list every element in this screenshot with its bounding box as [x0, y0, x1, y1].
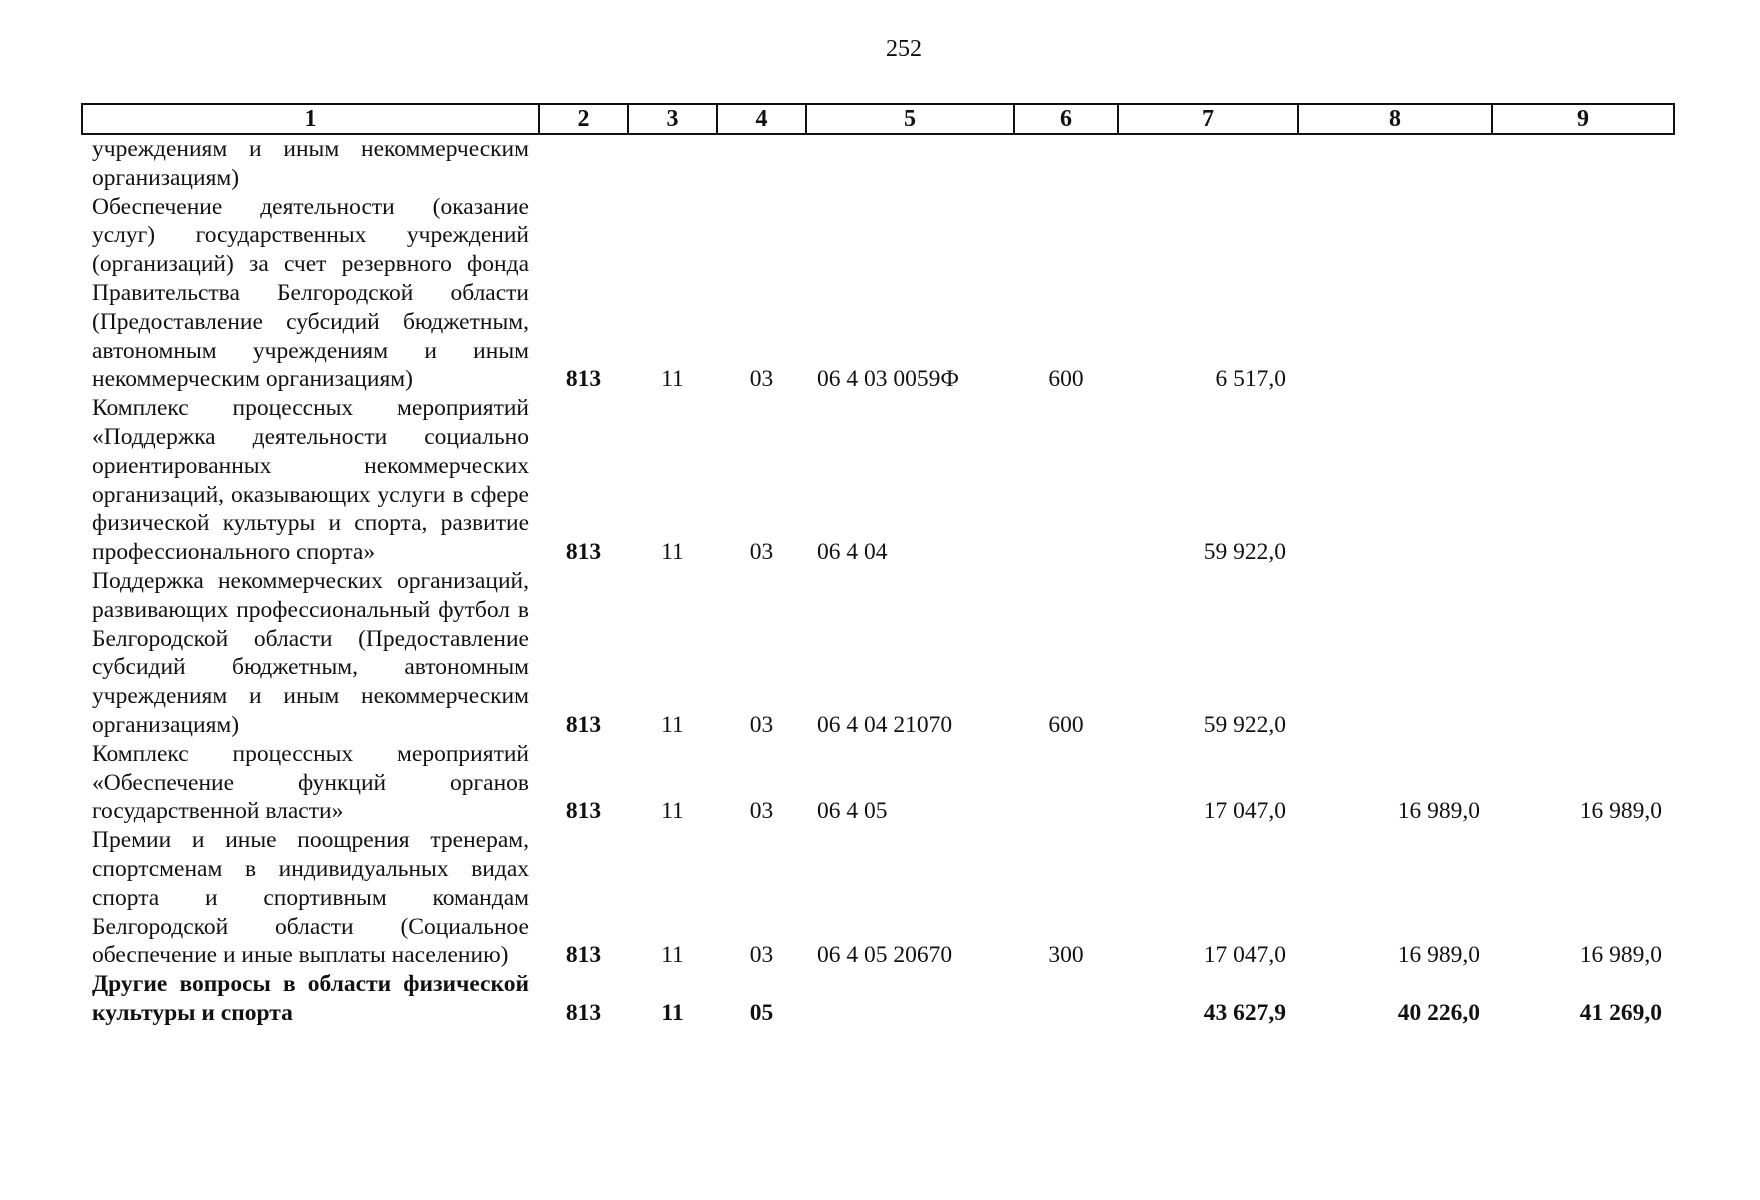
cell-col3: 11 — [661, 798, 684, 825]
cell-col9 — [1492, 134, 1674, 193]
budget-table — [81, 103, 1675, 1028]
column-header: 3 — [628, 104, 717, 134]
cell-col9 — [1492, 193, 1674, 395]
cell-col8 — [1298, 193, 1492, 395]
cell-col8 — [1298, 394, 1492, 567]
cell-col2 — [539, 134, 628, 193]
row-description: Комплекс процессных мероприятий «Поддержка деятельности социально ориентированных некоммерческих организаций, оказывающих услуги в сфере физической культуры и спорта, развитие профессионального спорта» — [92, 395, 529, 566]
column-header: 5 — [806, 104, 1014, 134]
table-row-section-total — [82, 970, 1674, 1028]
cell-col6 — [1014, 970, 1118, 1028]
cell-col3: 11 — [661, 539, 684, 566]
cell-col9 — [1492, 394, 1674, 567]
cell-col6 — [1014, 134, 1118, 193]
column-header: 9 — [1492, 104, 1674, 134]
page-number: 252 — [886, 36, 922, 62]
row-description: Поддержка некоммерческих организаций, развивающих профессиональный футбол в Белгородской области (Предоставление субсидий бюджетным, автономным учреждениям и иным некоммерческим организациям) — [92, 567, 529, 738]
cell-col6: 600 — [1048, 366, 1084, 393]
table-row — [82, 134, 1674, 193]
cell-col8: 16 989,0 — [1397, 942, 1480, 969]
table-row — [82, 740, 1674, 826]
cell-col4: 03 — [749, 711, 774, 738]
cell-col9: 41 269,0 — [1579, 999, 1662, 1026]
cell-col5: 06 4 05 — [817, 798, 888, 825]
table-row — [82, 193, 1674, 395]
column-header: 7 — [1118, 104, 1298, 134]
cell-col2: 813 — [565, 942, 602, 969]
cell-col3 — [628, 134, 717, 193]
row-description: Обеспечение деятельности (оказание услуг) государственных учреждений (организаций) за счет резервного фонда Правительства Белгородской области (Предоставление субсидий бюджетным, автономным учреждениям и иным некоммерческим организациям) — [92, 193, 529, 393]
cell-col5: 06 4 03 0059Ф — [817, 366, 959, 393]
row-description: Другие вопросы в области физической культуры и спорта — [92, 971, 529, 1026]
cell-col4: 03 — [749, 942, 774, 969]
cell-col2: 813 — [565, 539, 602, 566]
table-row — [82, 567, 1674, 740]
cell-col6 — [1014, 394, 1118, 567]
cell-col8 — [1298, 134, 1492, 193]
cell-col5: 06 4 04 21070 — [817, 711, 953, 738]
column-header: 1 — [82, 104, 539, 134]
cell-col9: 16 989,0 — [1579, 942, 1662, 969]
column-header: 4 — [717, 104, 806, 134]
row-description: Премии и иные поощрения тренерам, спортсменам в индивидуальных видах спорта и спортивным командам Белгородской области (Социальное обеспечение и иные выплаты населению) — [92, 827, 529, 969]
cell-col5 — [806, 970, 1014, 1028]
table-header-row — [82, 104, 1674, 134]
cell-col3: 11 — [661, 942, 684, 969]
cell-col8 — [1298, 567, 1492, 740]
cell-col5: 06 4 05 20670 — [817, 942, 953, 969]
cell-col7: 6 517,0 — [1215, 366, 1286, 393]
cell-col4: 03 — [749, 366, 774, 393]
cell-col7 — [1118, 134, 1298, 193]
cell-col2: 813 — [565, 798, 602, 825]
cell-col7: 59 922,0 — [1203, 539, 1286, 566]
cell-col7: 59 922,0 — [1203, 711, 1286, 738]
cell-col6: 600 — [1048, 711, 1084, 738]
cell-col3: 11 — [661, 711, 684, 738]
cell-col9: 16 989,0 — [1579, 798, 1662, 825]
cell-col5: 06 4 04 — [817, 539, 888, 566]
cell-col7: 43 627,9 — [1203, 999, 1286, 1026]
cell-col4: 03 — [749, 539, 774, 566]
cell-col7: 17 047,0 — [1203, 942, 1286, 969]
cell-col4: 05 — [749, 999, 774, 1026]
cell-col8: 40 226,0 — [1397, 999, 1480, 1026]
table-row — [82, 394, 1674, 567]
column-header: 2 — [539, 104, 628, 134]
row-description: учреждениям и иным некоммерческим организациям) — [92, 136, 529, 191]
cell-col4: 03 — [749, 798, 774, 825]
cell-col4 — [717, 134, 806, 193]
cell-col9 — [1492, 567, 1674, 740]
cell-col2: 813 — [565, 711, 602, 738]
table-row — [82, 826, 1674, 970]
cell-col6 — [1014, 740, 1118, 826]
cell-col6: 300 — [1048, 942, 1084, 969]
cell-col7: 17 047,0 — [1203, 798, 1286, 825]
column-header: 8 — [1298, 104, 1492, 134]
cell-col5 — [806, 134, 1014, 193]
cell-col3: 11 — [661, 366, 684, 393]
cell-col2: 813 — [565, 999, 602, 1026]
cell-col2: 813 — [565, 366, 602, 393]
column-header: 6 — [1014, 104, 1118, 134]
row-description: Комплекс процессных мероприятий «Обеспечение функций органов государственной власти» — [92, 740, 529, 825]
cell-col8: 16 989,0 — [1397, 798, 1480, 825]
cell-col3: 11 — [661, 999, 684, 1026]
